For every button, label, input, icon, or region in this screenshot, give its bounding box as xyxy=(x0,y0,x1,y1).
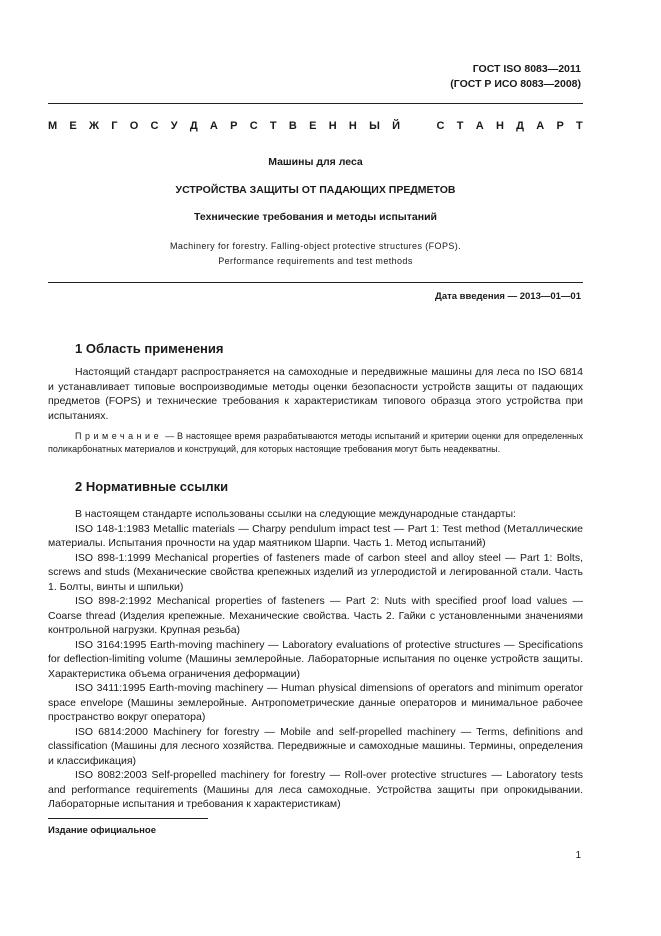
banner-letter: Й xyxy=(392,120,401,132)
banner-letter: Р xyxy=(556,120,564,132)
banner-letter: Г xyxy=(111,120,118,132)
title-group: Машины для леса xyxy=(268,156,363,168)
page-number: 1 xyxy=(575,850,581,861)
banner-letter: С xyxy=(436,120,445,132)
banner-letter: Н xyxy=(328,120,337,132)
reference-item: ISO 898-2:1992 Mechanical properties of fasteners — Part 2: Nuts with specified proof load values — Coarse thread (Изделия крепежные. Механические свойства. Часть 2. Гайки с установленными значениями контрольной нагрузки. Крупная резьба) xyxy=(48,595,583,636)
banner-letter: Е xyxy=(69,120,77,132)
title-rule xyxy=(48,282,583,283)
reference-item: ISO 6814:2000 Machinery for forestry — Mobile and self-propelled machinery — Terms, definitions and classification (Машины для лесного хозяйства. Передвижные и самоходные машины. Термины, определения и классификация) xyxy=(48,725,583,767)
banner-letter: Т xyxy=(269,120,277,132)
reference-item: ISO 3411:1995 Earth-moving machinery — Human physical dimensions of operators and minimum operator space envelope (Машины землеройные. Антропометрические данные операторов и минимальное рабочее пространство вокруг оператора) xyxy=(48,682,583,723)
banner-letter: О xyxy=(129,120,139,132)
english-title-line: Performance requirements and test methods xyxy=(218,256,413,266)
banner-letter: Д xyxy=(189,120,198,132)
note-text: — В настоящее время разрабатываются методы испытаний и критерии оценки для определенных поликарбонатных материалов и конструкций, для которых настоящие требования могут быть неадекватны. xyxy=(48,431,583,454)
paragraph: Настоящий стандарт распространяется на самоходные и передвижные машины для леса по ISO 6814 и устанавливает типовые воспроизводимые методы оценки безопасности устройств защиты от падающих предметов (FOPS) и технические требования к характеристикам типового образца этого устройства при испытаниях. xyxy=(48,366,583,422)
intro-date: Дата введения — 2013—01—01 xyxy=(435,291,581,302)
footer-rule xyxy=(48,818,208,819)
section-2-body xyxy=(48,507,583,812)
section-2-heading: 2 Нормативные ссылки xyxy=(75,479,229,494)
reference-item: ISO 8082:2003 Self-propelled machinery for forestry — Roll-over protective structures — Laboratory tests and performance requirements (Машины для леса самоходные. Устройства защиты при опрокидывании. Лабораторные испытания и требования к характеристикам) xyxy=(48,769,583,810)
section-1-heading: 1 Область применения xyxy=(75,341,224,356)
banner-letter: В xyxy=(288,120,297,132)
banner-letter: А xyxy=(209,120,218,132)
reference-item: ISO 148-1:1983 Metallic materials — Charpy pendulum impact test — Part 1: Test method (Металлические материалы. Испытания прочности на удар маятником Шарпи. Часть 1. Метод испытаний) xyxy=(48,522,583,549)
banner-letter: С xyxy=(150,120,159,132)
banner-letter: Ж xyxy=(89,120,99,132)
banner-gap xyxy=(412,120,424,132)
banner-letter: Т xyxy=(576,120,583,132)
standard-number-alt: (ГОСТ Р ИСО 8083—2008) xyxy=(450,78,581,90)
paragraph: В настоящем стандарте использованы ссылки на следующие международные стандарты: xyxy=(75,508,516,520)
section-1-body xyxy=(48,365,583,423)
banner-letter: Р xyxy=(230,120,238,132)
banner-letter: А xyxy=(475,120,484,132)
banner-letter: Т xyxy=(456,120,464,132)
banner-letter: Н xyxy=(495,120,504,132)
reference-item: ISO 3164:1995 Earth-moving machinery — Laboratory evaluations of protective structures — Specifications for deflection-limiting volume (Машины землеройные. Лабораторные испытания по оценке устройств защиты. Характеристика объема ограничения деформации) xyxy=(48,638,583,680)
banner-letter: А xyxy=(536,120,545,132)
standard-number: ГОСТ ISO 8083—2011 xyxy=(472,63,581,75)
banner-letter: Н xyxy=(348,120,357,132)
banner-letter: С xyxy=(249,120,258,132)
official-edition-label: Издание официальное xyxy=(48,825,156,836)
english-title-line: Machinery for forestry. Falling-object protective structures (FOPS). xyxy=(169,241,462,251)
note xyxy=(48,430,583,456)
banner-letter: Д xyxy=(516,120,524,132)
document-title: УСТРОЙСТВА ЗАЩИТЫ ОТ ПАДАЮЩИХ ПРЕДМЕТОВ xyxy=(175,184,456,196)
english-title xyxy=(48,239,583,269)
banner-letter: Е xyxy=(309,120,317,132)
banner-letter: М xyxy=(48,120,58,132)
document-subtitle: Технические требования и методы испытаний xyxy=(194,211,437,223)
interstate-standard-banner xyxy=(48,120,583,132)
note-label: Примечание xyxy=(75,431,163,441)
header-rule xyxy=(48,103,583,104)
banner-letter: У xyxy=(170,120,178,132)
banner-letter: Ы xyxy=(369,120,380,132)
reference-item: ISO 898-1:1999 Mechanical properties of fasteners made of carbon steel and alloy steel — Part 1: Bolts, screws and studs (Механические свойства крепежных изделий из углеродистой и легированной стали. Часть 1. Болты, винты и шпильки) xyxy=(48,551,583,593)
